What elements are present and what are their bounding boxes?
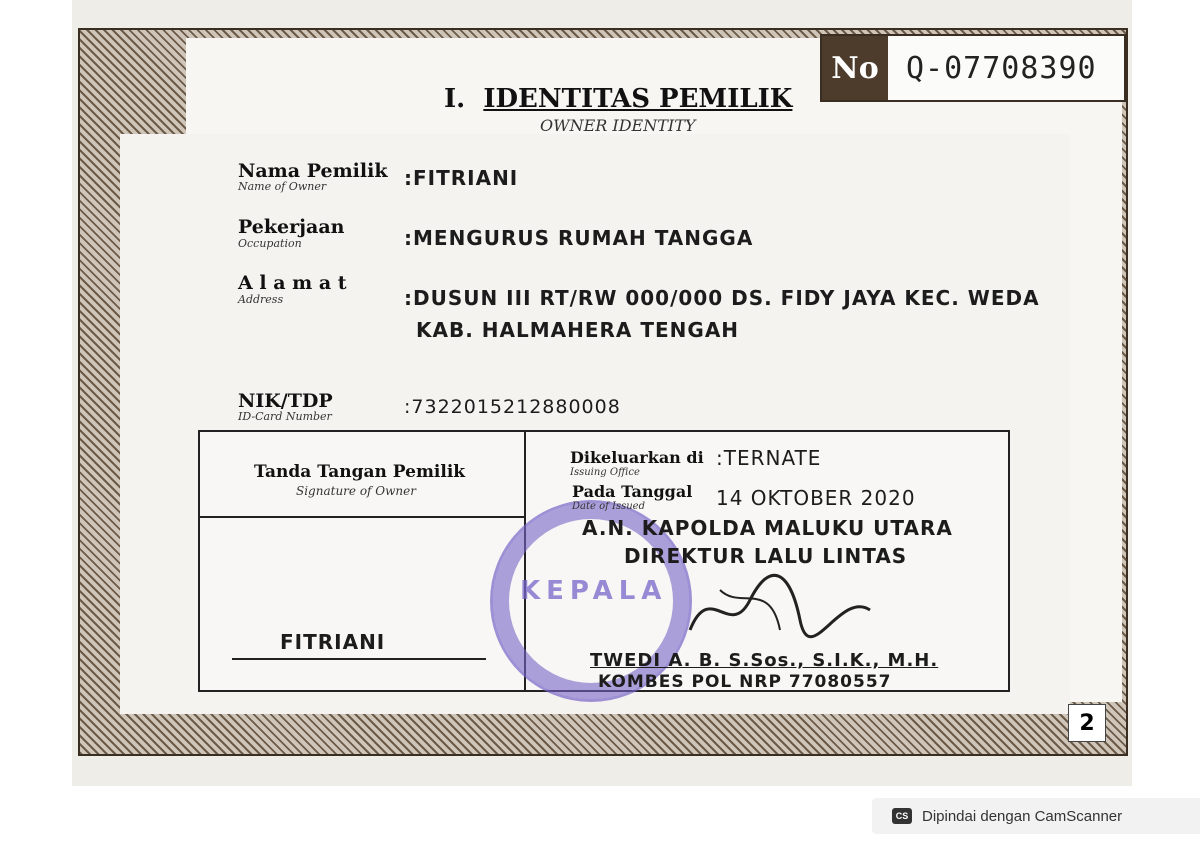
date-value: 14 OKTOBER 2020: [716, 486, 916, 510]
owner-signed-name: FITRIANI: [280, 630, 386, 654]
issued-in-value: :TERNATE: [716, 446, 822, 470]
document-number-box: [820, 34, 1126, 102]
occupation-value: :MENGURUS RUMAH TANGGA: [404, 226, 754, 250]
nik-sublabel: ID-Card Number: [238, 410, 332, 423]
section-subtitle: OWNER IDENTITY: [540, 116, 696, 135]
signature-label: Tanda Tangan Pemilik: [254, 462, 466, 482]
section-title: [444, 84, 792, 114]
nik-value: :7322015212880008: [404, 396, 621, 418]
address-line2: KAB. HALMAHERA TENGAH: [416, 318, 740, 342]
table-divider-horizontal: [198, 516, 526, 518]
nik-label: NIK/TDP: [238, 390, 333, 412]
address-label: A l a m a t: [238, 272, 347, 294]
occupation-sublabel: Occupation: [238, 237, 302, 250]
owner-name-value: :FITRIANI: [404, 166, 519, 190]
signature-line: [232, 658, 486, 660]
official-rank: KOMBES POL NRP 77080557: [598, 672, 892, 692]
authority-line1: A.N. KAPOLDA MALUKU UTARA: [582, 516, 953, 540]
date-sublabel: Date of Issued: [572, 501, 645, 512]
official-signature: [680, 560, 880, 650]
section-title-text: IDENTITAS PEMILIK: [483, 84, 793, 114]
owner-name-label: Nama Pemilik: [238, 160, 388, 182]
address-sublabel: Address: [238, 293, 284, 306]
occupation-label: Pekerjaan: [238, 216, 345, 238]
owner-name-sublabel: Name of Owner: [238, 180, 327, 193]
number-label: No: [822, 36, 888, 100]
camscanner-icon: CS: [892, 808, 912, 824]
scanner-text: Dipindai dengan CamScanner: [922, 807, 1123, 825]
page-number: 2: [1068, 704, 1106, 742]
number-value: Q-07708390: [906, 50, 1097, 86]
address-line1: :DUSUN III RT/RW 000/000 DS. FIDY JAYA KEC. WEDA: [404, 286, 1040, 310]
date-label: Pada Tanggal: [572, 482, 693, 501]
section-number: I.: [444, 84, 466, 114]
signature-sublabel: Signature of Owner: [296, 484, 416, 498]
official-name: TWEDI A. B. S.Sos., S.I.K., M.H.: [590, 650, 939, 671]
authority-line2: DIREKTUR LALU LINTAS: [624, 544, 908, 568]
issued-in-label: Dikeluarkan di: [570, 448, 704, 467]
stamp-text: KEPALA: [520, 576, 668, 606]
scanner-footer: [872, 798, 1200, 834]
issued-in-sublabel: Issuing Office: [570, 467, 640, 478]
